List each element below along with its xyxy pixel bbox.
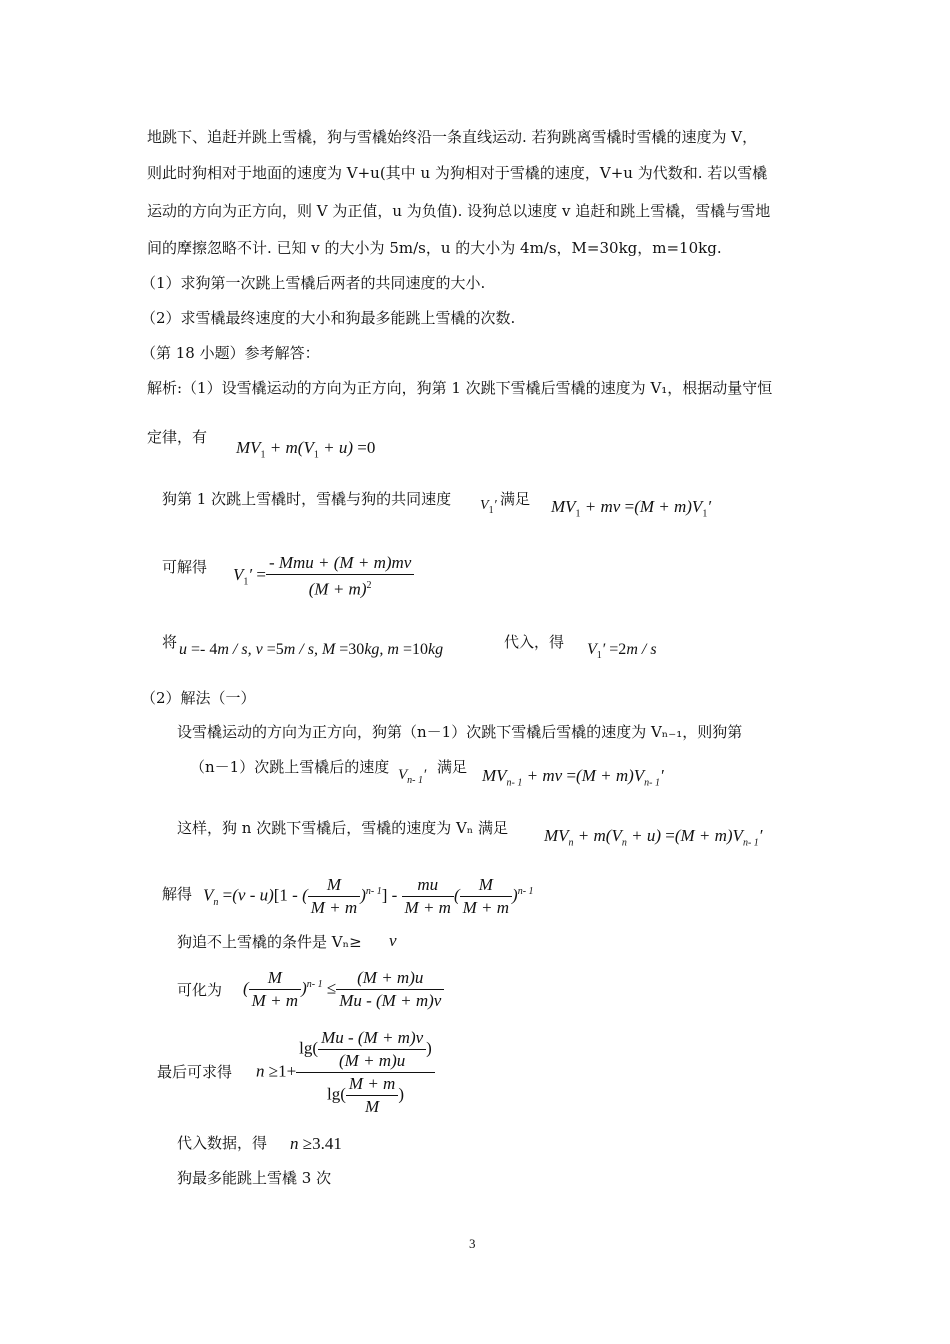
equation-inequality: ( $\frac{M}{M + m}$ )$^{n- 1}$ ≤ $\frac{(M + m)u}{Mu - (M + m)v}$ bbox=[243, 967, 444, 1012]
equation-momentum-2: $MV_1$ + mv $=(M + m)V_1'$ bbox=[551, 497, 712, 520]
solution-line-2: 狗第 1 次跳上雪橇时，雪橇与狗的共同速度 bbox=[162, 490, 452, 508]
solution-line-4b: 代入，得 bbox=[504, 633, 565, 651]
problem-line-1: 地跳下、追赶并跳上雪橇，狗与雪橇始终沿一条直线运动. 若狗跳离雪橇时雪橇的速度为 V， bbox=[147, 128, 758, 146]
part-2-line-g: 最后可求得 bbox=[157, 1063, 233, 1081]
solution-line-1b: 定律，有 bbox=[147, 428, 208, 446]
solution-line-3: 可解得 bbox=[162, 558, 208, 576]
equation-substitution: u =- 4m / s, v =5m / s, M =30kg, m =10kg bbox=[179, 641, 444, 658]
part-2-line-d: 解得 bbox=[162, 885, 193, 903]
equation-n-result: n ≥3.41 bbox=[290, 1134, 342, 1153]
equation-momentum-3: $MV_{n- 1}$ + mv $=(M + m)V_{n- 1}'$ bbox=[482, 766, 664, 789]
solution-line-1: 解析:（1）设雪橇运动的方向为正方向，狗第 1 次跳下雪橇后雪橇的速度为 V₁，根据动量守恒 bbox=[147, 379, 773, 397]
page-number: 3 bbox=[469, 1236, 476, 1251]
problem-line-4: 间的摩擦忽略不计. 已知 v 的大小为 5m/s，u 的大小为 4m/s，M=30kg，m=10kg. bbox=[147, 239, 722, 257]
part-2-line-c: 这样，狗 n 次跳下雪橇后，雪橇的速度为 Vₙ 满足 bbox=[177, 819, 509, 837]
part-2-line-a: 设雪橇运动的方向为正方向，狗第（n－1）次跳下雪橇后雪橇的速度为 Vₙ₋₁，则狗第 bbox=[177, 723, 743, 741]
part-2-line-h: 代入数据，得 bbox=[177, 1134, 268, 1152]
part-2-line-e: 狗追不上雪橇的条件是 Vₙ≥ bbox=[177, 933, 362, 951]
question-1: （1）求狗第一次跳上雪橇后两者的共同速度的大小. bbox=[141, 274, 486, 292]
equation-v1-prime: $V_1'$ = $\frac{\text{- Mmu + (M + m)mv}}{(M + m)^2}$ bbox=[233, 552, 414, 601]
symbol-v1-prime: $V_1'$ bbox=[480, 498, 497, 516]
equation-momentum-4: $MV_n + m(V_n + u) =(M + m)V_{n- 1}'$ bbox=[544, 826, 763, 849]
solution-line-4a: 将 bbox=[162, 633, 178, 651]
equation-result-1: $V_1' =2m / s$ bbox=[587, 641, 657, 662]
solution-line-2b: 满足 bbox=[500, 490, 531, 508]
part-2-heading: （2）解法（一） bbox=[141, 689, 256, 707]
part-2-conclusion: 狗最多能跳上雪橇 3 次 bbox=[177, 1169, 332, 1187]
symbol-v: v bbox=[389, 931, 397, 950]
question-2: （2）求雪橇最终速度的大小和狗最多能跳上雪橇的次数. bbox=[141, 309, 516, 327]
symbol-vn-1-prime: $V_{n- 1}'$ bbox=[398, 767, 427, 786]
equation-n-bound: n ≥1+ lg( $\frac{Mu - (M + m)v}{(M + m)u}$ ) lg( $\frac{M + m}{M}$ ) bbox=[256, 1027, 435, 1118]
problem-line-2: 则此时狗相对于地面的速度为 V+u(其中 u 为狗相对于雪橇的速度，V+u 为代数和. 若以雪橇 bbox=[147, 164, 768, 182]
reference-heading: （第 18 小题）参考解答： bbox=[141, 344, 320, 362]
equation-momentum-1: $MV_1 + m(V_1 + u) =0$ bbox=[236, 438, 376, 461]
part-2-line-f: 可化为 bbox=[177, 981, 223, 999]
part-2-line-b2: 满足 bbox=[437, 758, 468, 776]
equation-vn: $V_n =(v - u)[1$ - ( $\frac{M}{M + m}$ )$^{n- 1}$] - $\frac{mu}{M + m}$ ( $\frac{M}{M + m}$ )$^{n- 1}$ bbox=[203, 875, 534, 917]
part-2-line-b: （n－1）次跳上雪橇后的速度 bbox=[190, 758, 390, 776]
problem-line-3: 运动的方向为正方向，则 V 为正值，u 为负值). 设狗总以速度 v 追赶和跳上雪橇，雪橇与雪地 bbox=[147, 202, 771, 220]
